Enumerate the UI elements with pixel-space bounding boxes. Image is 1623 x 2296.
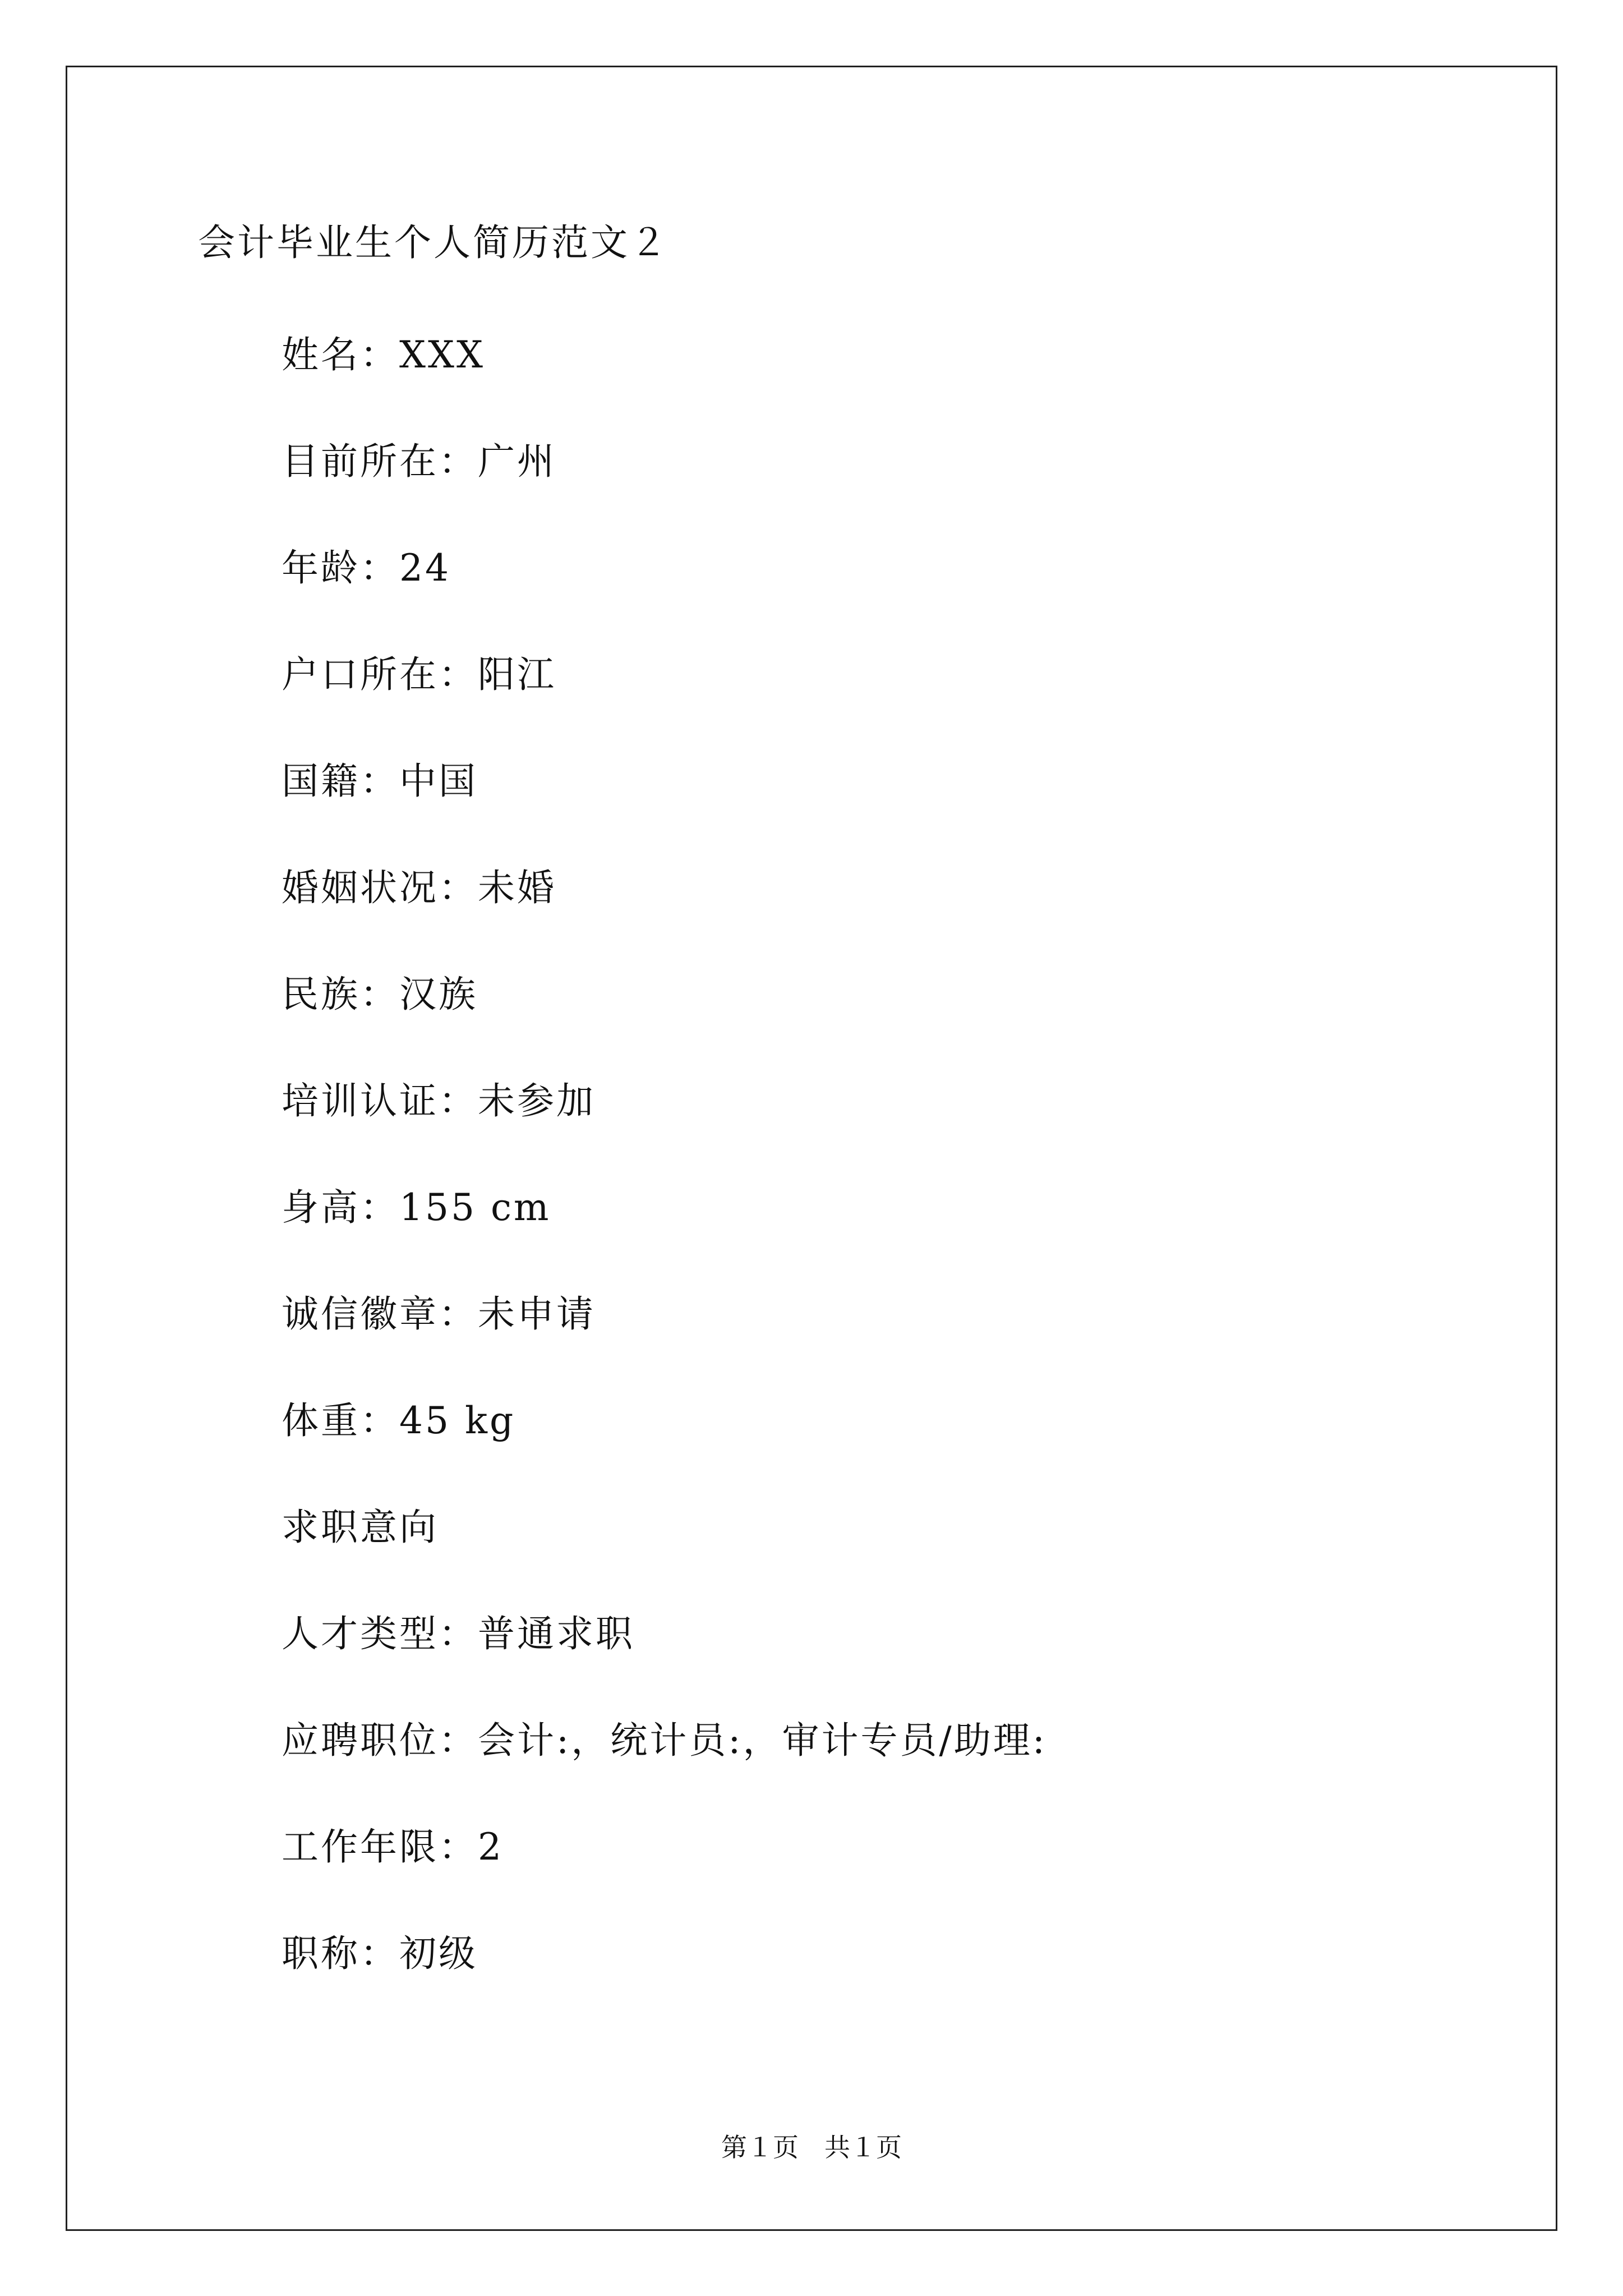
field-work-years: 工作年限：2 (282, 1825, 504, 1869)
field-age: 年龄：24 (282, 546, 451, 590)
page-number-footer: 第１页 共１页 (721, 2132, 902, 2162)
field-name: 姓名：XXX (282, 333, 485, 376)
section-job-intention: 求职意向 (282, 1506, 439, 1549)
field-marital-status: 婚姻状况：未婚 (282, 866, 556, 909)
page-border (66, 66, 1557, 2231)
field-ethnicity: 民族：汉族 (282, 973, 478, 1016)
field-title-level: 职称：初级 (282, 1932, 478, 1975)
field-talent-type: 人才类型：普通求职 (282, 1612, 635, 1655)
field-positions: 应聘职位：会计:，统计员:，审计专员/助理: (282, 1719, 1047, 1762)
field-integrity-badge: 诚信徽章：未申请 (282, 1292, 596, 1336)
document-title: 会计毕业生个人简历范文２ (198, 221, 669, 264)
field-weight: 体重：45 kg (282, 1399, 516, 1442)
field-certification: 培训认证：未参加 (282, 1079, 596, 1122)
field-height: 身高：155 cm (282, 1186, 551, 1229)
field-current-city: 目前所在：广州 (282, 440, 556, 483)
field-hukou: 户口所在：阳江 (282, 653, 556, 696)
field-nationality: 国籍：中国 (282, 760, 478, 803)
